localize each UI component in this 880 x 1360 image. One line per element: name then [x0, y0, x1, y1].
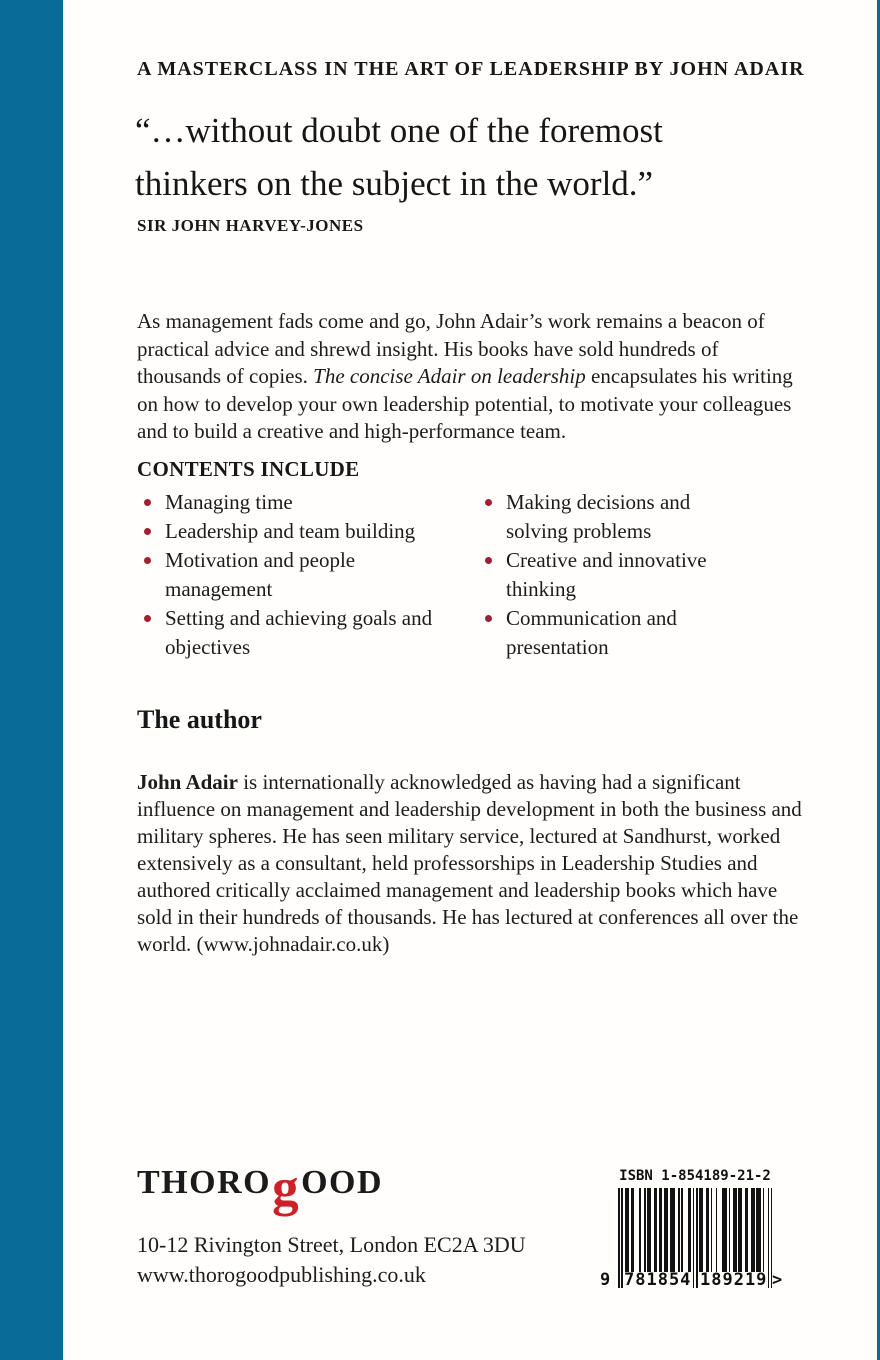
logo-red-g: g [272, 1159, 301, 1217]
barcode-digit-group1: 781854 [624, 1270, 692, 1290]
list-item-label: Managing time [165, 490, 293, 514]
bullet-icon [144, 557, 151, 564]
list-item [478, 604, 778, 662]
tagline: A MASTERCLASS IN THE ART OF LEADERSHIP BY JOHN ADAIR [137, 58, 805, 80]
bullet-icon [144, 615, 151, 622]
contents-heading: CONTENTS INCLUDE [137, 457, 360, 481]
author-name: John Adair [137, 770, 238, 794]
list-item [137, 546, 478, 604]
author-bio-text: is internationally acknowledged as having had a significant influence on management and leadership development in both the business and military spheres. He has seen military service, lectured at Sandhurst, worked extensively as a consultant, held professorships in Leadership Studies and authored critically acclaimed management and leadership books which have sold in their hundreds of thousands. He has lectured at conferences all over the world. (www.johnadair.co.uk) [137, 770, 802, 956]
thorogood-logo [137, 1159, 557, 1230]
isbn-barcode-block [600, 1168, 790, 1288]
list-item-label: Motivation and people management [165, 548, 356, 601]
quote-attribution: SIR JOHN HARVEY-JONES [137, 216, 364, 235]
publisher-website: www.thorogoodpublishing.co.uk [137, 1262, 426, 1287]
bullet-icon [485, 557, 492, 564]
list-item-label: Setting and achieving goals and objectives [165, 606, 433, 659]
publisher-block [137, 1159, 557, 1290]
barcode-digits [600, 1270, 790, 1290]
contents-right-column [478, 488, 778, 662]
intro-text-before: As management fads come and go, John Adair’s work remains a beacon of practical advice and shrewd insight. His books have sold hundreds of thousands of copies. [137, 309, 765, 388]
book-title-italic: The concise Adair on leadership [313, 364, 586, 388]
barcode-arrow: > [772, 1270, 783, 1290]
list-item-label: Leadership and team building [165, 519, 416, 543]
bullet-icon [485, 499, 492, 506]
list-item [137, 517, 478, 546]
bullet-icon [144, 499, 151, 506]
author-bio-paragraph [137, 769, 809, 958]
list-item-label: Communication and presentation [506, 606, 677, 659]
bullet-icon [485, 615, 492, 622]
book-spine-strip [0, 0, 63, 1360]
barcode-digit-group2: 189219 [700, 1270, 768, 1290]
bullet-icon [144, 528, 151, 535]
list-item [137, 604, 478, 662]
list-item-label: Making decisions and solving problems [506, 490, 691, 543]
author-section-heading: The author [137, 705, 262, 734]
intro-text-after: encapsulates his writing on how to develop your own leadership potential, to motivate your colleagues and to build a creative and high-performance team. [137, 364, 793, 443]
logo-text-left: THORO [137, 1164, 272, 1201]
review-quote: “…without doubt one of the foremost thinkers on the subject in the world.” [135, 111, 663, 203]
list-item [137, 488, 478, 517]
isbn-label: ISBN 1-854189-21-2 [619, 1168, 771, 1184]
contents-left-column [137, 488, 478, 662]
list-item-label: Creative and innovative thinking [506, 548, 707, 601]
list-item [478, 546, 778, 604]
logo-text-right: OOD [301, 1164, 384, 1201]
publisher-address: 10-12 Rivington Street, London EC2A 3DU [137, 1232, 526, 1257]
list-item [478, 488, 778, 546]
intro-paragraph [137, 308, 795, 446]
barcode-digit-left: 9 [600, 1270, 611, 1290]
contents-lists [137, 488, 817, 662]
